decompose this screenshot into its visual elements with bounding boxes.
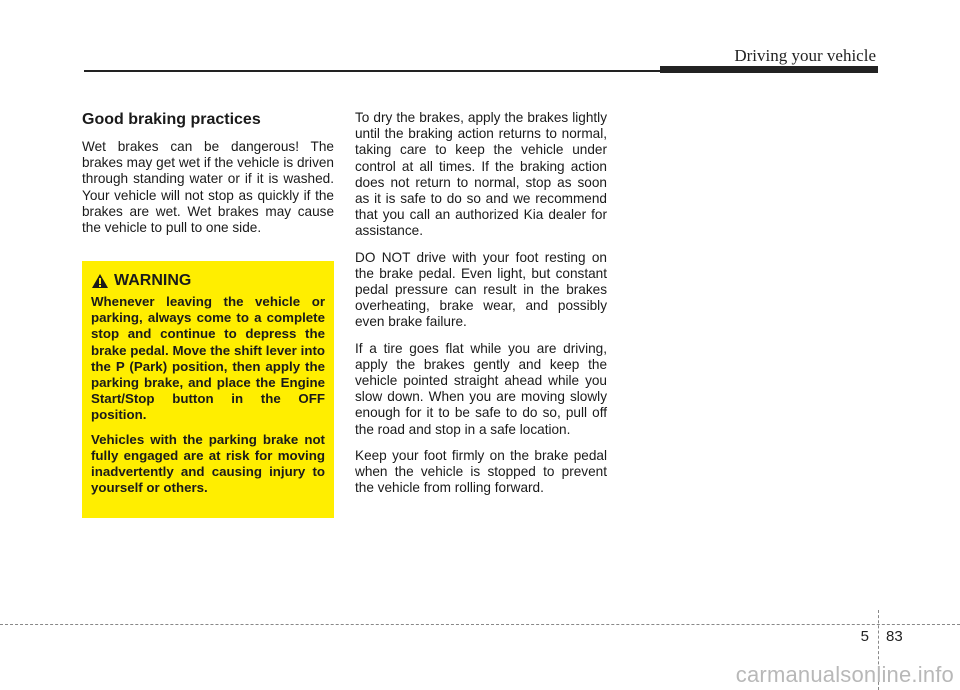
watermark: carmanualsonline.info xyxy=(735,662,954,687)
header-rule-thin xyxy=(84,70,660,72)
header-rule-thick xyxy=(660,66,878,73)
right-paragraph: If a tire goes flat while you are driving, apply the brakes gently and keep the vehicle pointed straight ahead while you slow down. When you are moving slowly enough for it to be safe to do so, pull off the road and stop in a safe location. xyxy=(355,340,607,437)
chapter-number: 5 xyxy=(860,628,869,645)
warning-paragraph: Whenever leaving the vehicle or parking, always come to a complete stop and continue to depress the brake pedal. Move the shift lever into the P (Park) position, then apply the parking brake, and place the Engine Start/Stop button in the OFF position. xyxy=(91,294,325,423)
page-number: 83 xyxy=(886,628,903,645)
warning-title: WARNING xyxy=(114,272,192,289)
right-paragraph: DO NOT drive with your foot resting on the brake pedal. Even light, but constant pedal pressure can result in the brakes overheating, brake wear, and possibly even brake failure. xyxy=(355,249,607,330)
warning-box xyxy=(82,261,334,518)
section-heading: Good braking practices xyxy=(82,111,261,128)
left-paragraph: Wet brakes can be dangerous! The brakes may get wet if the vehicle is driven through standing water or if it is washed. Your vehicle will not stop as quickly if the brakes are wet. Wet brakes may cause the vehicle to pull to one side. xyxy=(82,139,334,236)
right-column xyxy=(355,110,607,506)
footer-rule xyxy=(0,624,960,625)
right-paragraph: To dry the brakes, apply the brakes lightly until the braking action returns to normal, taking care to keep the vehicle under control at all times. If the braking action does not return to normal, stop as soon as it is safe to do so and we recommend that you call an authorized Kia dealer for assistance. xyxy=(355,110,607,239)
warning-paragraph: Vehicles with the parking brake not fully engaged are at risk for moving inadvertently and causing injury to yourself or others. xyxy=(91,431,325,496)
warning-title-row xyxy=(91,272,325,290)
left-column xyxy=(82,110,334,246)
right-paragraph: Keep your foot firmly on the brake pedal when the vehicle is stopped to prevent the vehicle from rolling forward. xyxy=(355,447,607,496)
warning-triangle-icon xyxy=(91,273,109,289)
running-header: Driving your vehicle xyxy=(734,46,876,65)
